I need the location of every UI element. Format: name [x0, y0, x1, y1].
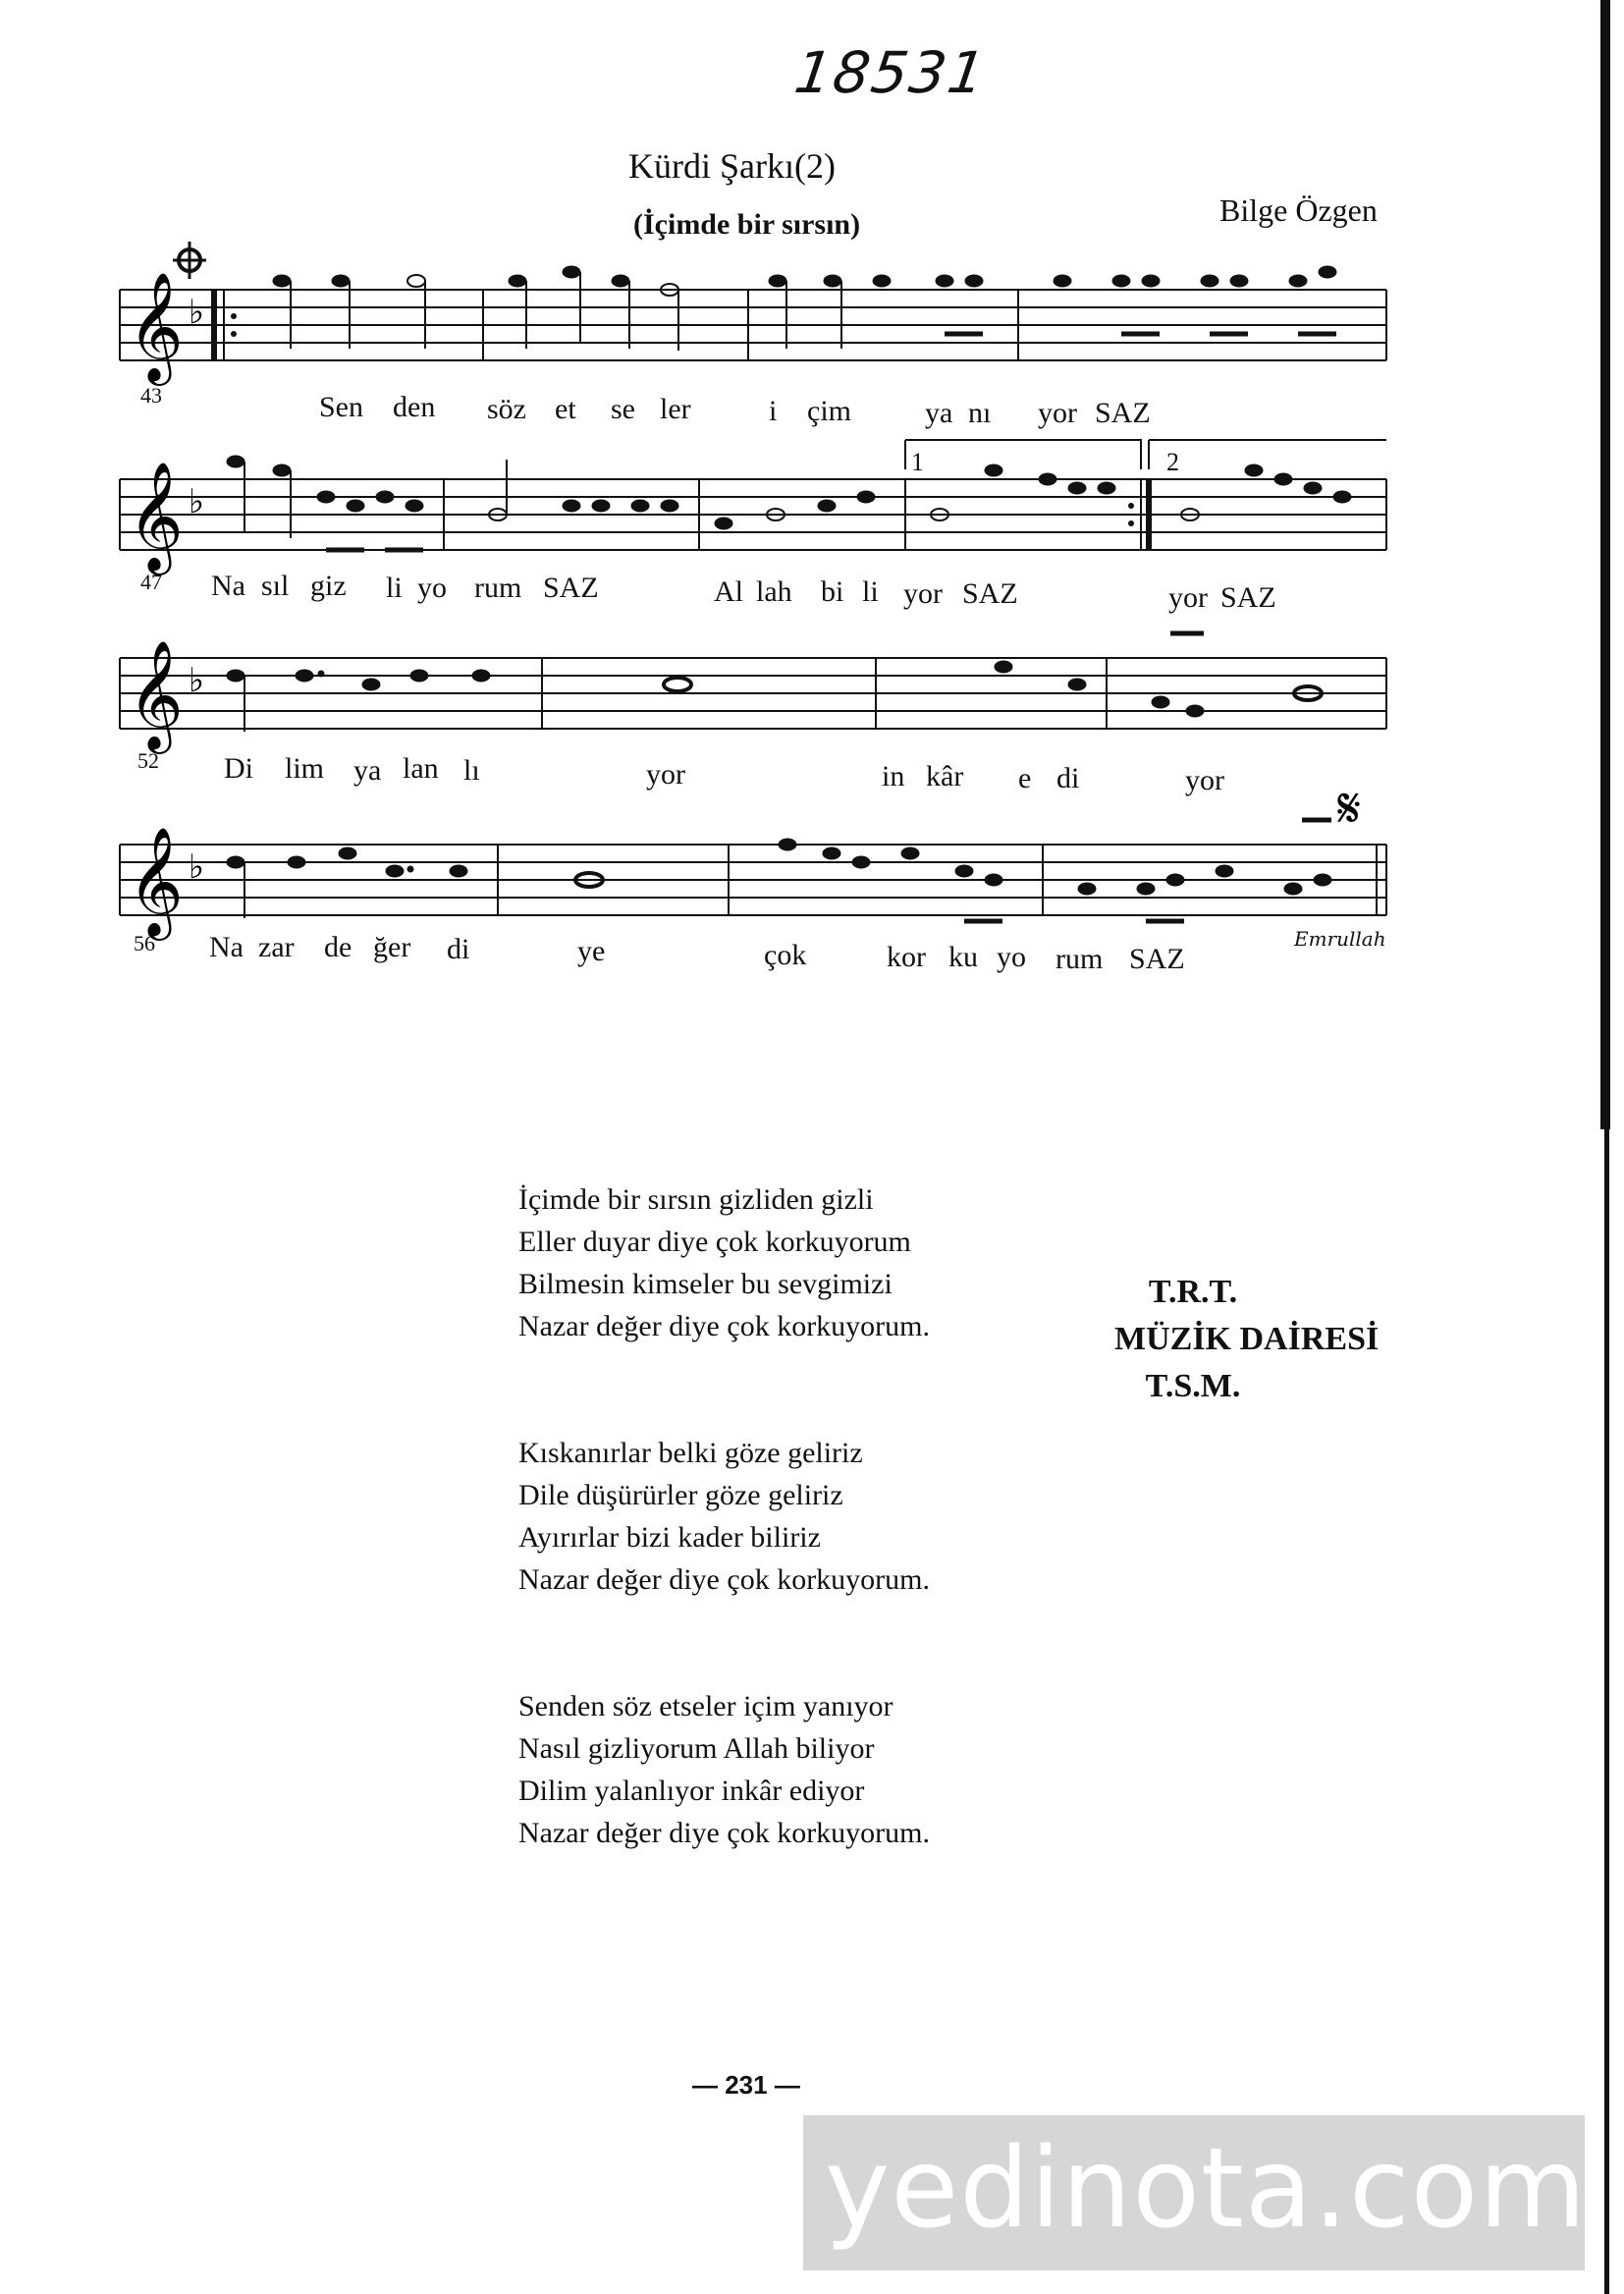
lyric-syllable: SAZ: [962, 577, 1018, 610]
institution-block: [1114, 1269, 1380, 1410]
svg-text:♭: ♭: [189, 293, 205, 332]
lyric-syllable: SAZ: [1095, 397, 1151, 429]
verse-line: Dile düşürürler göze geliriz: [518, 1479, 843, 1511]
lyric-syllable: SAZ: [543, 572, 599, 604]
measure-number-47: 47: [140, 570, 162, 594]
lyric-syllable: e: [1018, 762, 1032, 794]
verse-line: Dilim yalanlıyor inkâr ediyor: [518, 1775, 865, 1807]
volta-2-label: 2: [1166, 448, 1179, 476]
lyric-syllable: ya: [925, 397, 953, 429]
lyric-syllable: Al: [714, 575, 743, 608]
lyric-syllable: ya: [353, 754, 382, 787]
lyric-syllable: li: [862, 575, 879, 608]
lyric-syllable: lim: [285, 752, 325, 785]
segno-sign: 𝄋: [1337, 777, 1362, 841]
watermark-text: yedinota.com: [825, 2125, 1588, 2253]
lyric-syllable: Sen: [319, 391, 363, 423]
lyric-syllable: sıl: [261, 570, 290, 602]
catalog-number: 18531: [790, 39, 992, 106]
lyric-syllable: yor: [646, 758, 685, 791]
lyric-syllable: Na: [211, 570, 245, 602]
lyric-syllable: lah: [756, 575, 792, 608]
verse-line: Ayırırlar bizi kader biliriz: [518, 1521, 821, 1554]
measure-number-43: 43: [140, 383, 162, 408]
verse-line: Eller duyar diye çok korkuyorum: [518, 1226, 911, 1258]
lyric-syllable: SAZ: [1220, 581, 1276, 614]
verse-line: Nazar değer diye çok korkuyorum.: [518, 1817, 931, 1849]
lyric-syllable: ler: [660, 393, 691, 425]
arranger-signature: Emrullah: [1294, 927, 1386, 951]
volta-1-label: 1: [911, 448, 924, 476]
lyric-syllable: söz: [487, 393, 526, 425]
lyric-syllable: rum: [1056, 943, 1104, 975]
lyric-syllable: çok: [764, 939, 807, 971]
measure-number-52: 52: [137, 748, 159, 773]
lyric-syllable: lı: [463, 754, 480, 787]
verse-line: Nasıl gizliyorum Allah biliyor: [518, 1732, 875, 1765]
measure-number-56: 56: [134, 931, 155, 956]
lyric-syllable: Di: [224, 752, 253, 785]
song-subtitle: (İçimde bir sırsın): [633, 208, 861, 241]
svg-text:♭: ♭: [189, 847, 205, 887]
lyric-syllable: i: [769, 395, 778, 427]
lyric-syllable: de: [324, 931, 352, 963]
verse-3: [518, 1685, 930, 1854]
svg-text:♭: ♭: [189, 482, 205, 521]
lyric-syllable: lan: [403, 752, 439, 785]
lyric-syllable: ye: [577, 935, 606, 967]
music-staves: [0, 0, 1624, 982]
svg-text:𝄞: 𝄞: [128, 461, 184, 571]
lyric-syllable: bi: [821, 575, 844, 608]
lyric-syllable: ğer: [373, 931, 411, 963]
lyric-syllable: di: [1056, 762, 1080, 794]
lyric-syllable: yor: [1185, 764, 1224, 796]
svg-text:𝄞: 𝄞: [128, 271, 184, 381]
lyric-syllable: ku: [948, 941, 978, 973]
lyric-syllable: di: [447, 933, 470, 965]
institution-line: T.R.T.: [1148, 1274, 1238, 1310]
lyric-syllable: yo: [997, 941, 1026, 973]
verse-line: Nazar değer diye çok korkuyorum.: [518, 1310, 931, 1342]
staff-system-2: [120, 440, 1386, 575]
institution-line: T.S.M.: [1145, 1368, 1241, 1404]
verse-line: Nazar değer diye çok korkuyorum.: [518, 1563, 931, 1596]
page-number: — 231 —: [692, 2070, 800, 2100]
verse-line: Senden söz etseler içim yanıyor: [518, 1690, 893, 1722]
lyric-syllable: SAZ: [1129, 943, 1185, 975]
svg-text:𝄞: 𝄞: [128, 639, 184, 749]
composer-name: Bilge Özgen: [1219, 192, 1378, 228]
lyric-syllable: den: [393, 391, 436, 423]
svg-text:𝄞: 𝄞: [128, 826, 184, 936]
scan-edge-lower: [1604, 1129, 1609, 2294]
watermark-banner: [803, 2115, 1588, 2270]
institution-line: MÜZİK DAİRESİ: [1114, 1321, 1380, 1357]
lyric-syllable: et: [555, 393, 576, 425]
lyric-syllable: yo: [417, 572, 447, 604]
lyric-syllable: çim: [807, 395, 851, 427]
lyric-syllable: yor: [1168, 581, 1208, 614]
verse-line: İçimde bir sırsın gizliden gizli: [518, 1183, 874, 1216]
staff-system-4: [120, 820, 1386, 941]
lyric-syllable: rum: [474, 572, 522, 604]
verse-1: [518, 1178, 930, 1347]
svg-text:♭: ♭: [189, 661, 205, 700]
lyric-syllable: se: [611, 393, 635, 425]
song-title: Kürdi Şarkı(2): [628, 146, 836, 186]
lyric-syllable: li: [386, 572, 403, 604]
lyric-syllable: kor: [887, 941, 926, 973]
lyric-syllable: nı: [968, 397, 992, 429]
lyric-syllable: kâr: [926, 760, 964, 792]
verse-line: Bilmesin kimseler bu sevgimizi: [518, 1268, 893, 1300]
lyric-syllable: Na: [209, 931, 244, 963]
lyric-syllable: giz: [310, 570, 347, 602]
lyric-syllable: yor: [903, 577, 943, 610]
staff-system-3: [120, 633, 1386, 754]
lyric-syllable: yor: [1038, 397, 1077, 429]
verse-2: [518, 1432, 930, 1601]
staff-system-1: [120, 266, 1386, 386]
lyric-syllable: zar: [258, 931, 295, 963]
verse-line: Kıskanırlar belki göze geliriz: [518, 1437, 863, 1469]
lyric-syllable: in: [882, 760, 905, 792]
